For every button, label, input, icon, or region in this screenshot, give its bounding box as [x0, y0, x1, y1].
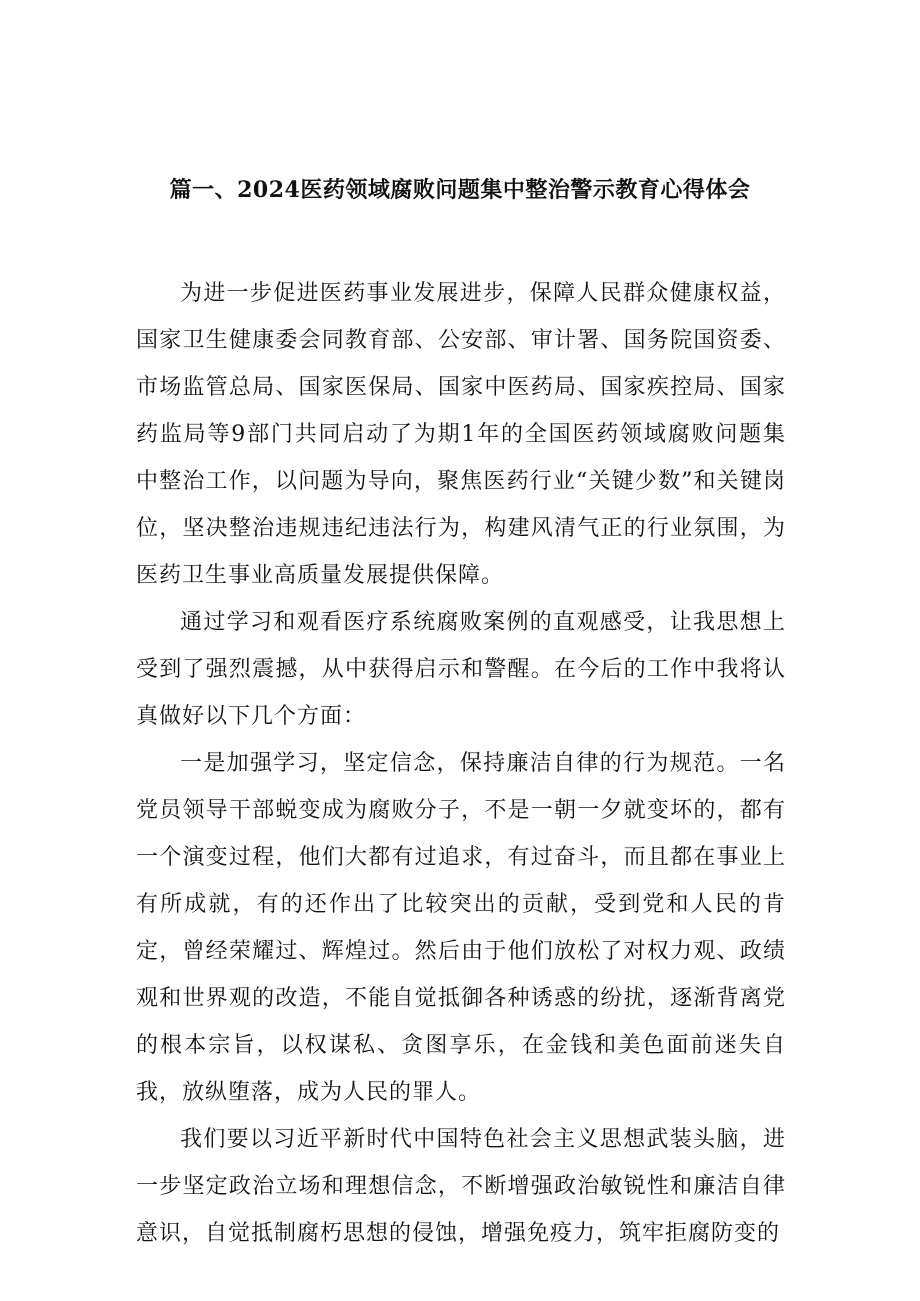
paragraph-reflection: 通过学习和观看医疗系统腐败案例的直观感受，让我思想上受到了强烈震撼，从中获得启示和警醒。在今后的工作中我将认真做好以下几个方面：: [136, 610, 786, 729]
document-body: [136, 270, 786, 1257]
paragraph-intro: 为进一步促进医药事业发展进步，保障人民群众健康权益，国家卫生健康委会同教育部、公安部、审计署、国务院国资委、市场监管总局、国家医保局、国家中医药局、国家疾控局、国家药监局等9部门共同启动了为期1年的全国医药领域腐败问题集中整治工作，以问题为导向，聚焦医药行业“关键少数”和关键岗位，坚决整治违规违纪违法行为，构建风清气正的行业氛围，为医药卫生事业高质量发展提供保障。: [136, 281, 786, 588]
paragraph-point-one: 一是加强学习，坚定信念，保持廉洁自律的行为规范。一名党员领导干部蜕变成为腐败分子，不是一朝一夕就变坏的，都有一个演变过程，他们大都有过追求，有过奋斗，而且都在事业上有所成就，有的还作出了比较突出的贡献，受到党和人民的肯定，曾经荣耀过、辉煌过。然后由于他们放松了对权力观、政绩观和世界观的改造，不能自觉抵御各种诱惑的纷扰，逐渐背离党的根本宗旨，以权谋私、贪图享乐，在金钱和美色面前迷失自我，放纵堕落，成为人民的罪人。: [136, 751, 786, 1105]
document-title: 篇一、2024医药领域腐败问题集中整治警示教育心得体会: [169, 177, 751, 203]
paragraph-ideology: 我们要以习近平新时代中国特色社会主义思想武装头脑，进一步坚定政治立场和理想信念，不断增强政治敏锐性和廉洁自律意识，自觉抵制腐朽思想的侵蚀，增强免疫力，筑牢拒腐防变的: [136, 1127, 786, 1246]
